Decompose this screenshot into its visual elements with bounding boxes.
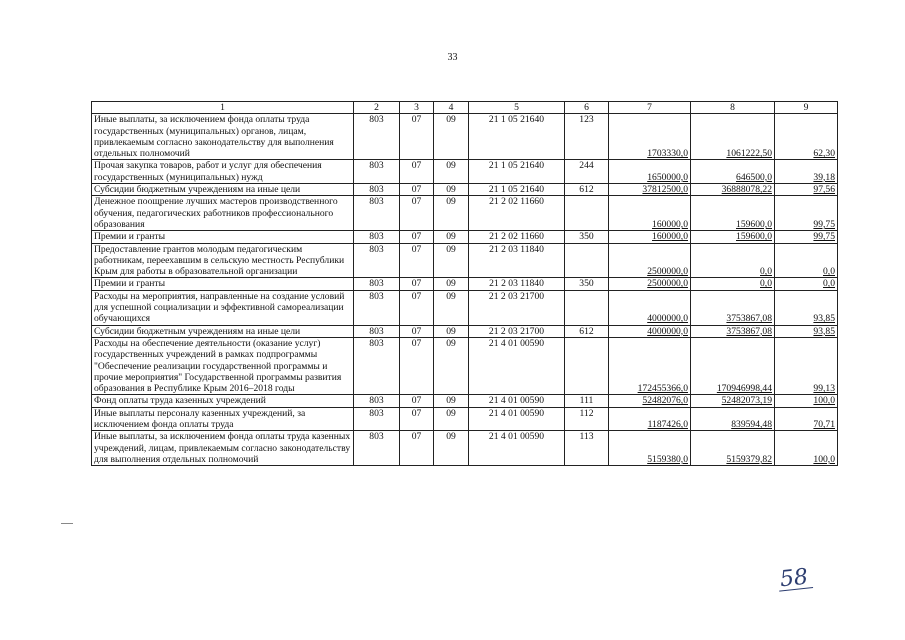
row-c2-cell: 803: [354, 184, 400, 196]
budget-table: [91, 101, 838, 466]
row-c8-cell: 159600,0: [691, 196, 775, 231]
row-c6-cell: [565, 243, 609, 278]
row-name-cell: Субсидии бюджетным учреждениям на иные цели: [92, 325, 354, 337]
row-c6-cell: 350: [565, 231, 609, 243]
row-c7-cell: 160000,0: [609, 231, 691, 243]
row-c7-cell: 5159380,0: [609, 431, 691, 466]
row-c5-cell: 21 2 03 21700: [469, 290, 565, 325]
row-name-cell: Предоставление грантов молодым педагогическим работникам, переехавшим в сельскую местность Республики Крым для работы в образовательной организации: [92, 243, 354, 278]
row-c6-cell: 113: [565, 431, 609, 466]
header-cell: 4: [434, 102, 469, 114]
row-c8-cell: 3753867,08: [691, 290, 775, 325]
margin-mark: [61, 523, 73, 524]
row-c8-cell: 170946998,44: [691, 337, 775, 394]
row-c7-cell: 1650000,0: [609, 160, 691, 184]
row-c2-cell: 803: [354, 114, 400, 160]
row-c6-cell: 244: [565, 160, 609, 184]
row-c8-cell: 159600,0: [691, 231, 775, 243]
row-c9-cell: 99,13: [775, 337, 838, 394]
row-c9-cell: 93,85: [775, 290, 838, 325]
row-c4-cell: 09: [434, 160, 469, 184]
row-c8-cell: 52482073,19: [691, 395, 775, 407]
header-cell: 3: [400, 102, 434, 114]
row-c4-cell: 09: [434, 407, 469, 431]
row-c4-cell: 09: [434, 325, 469, 337]
row-c9-cell: 100,0: [775, 395, 838, 407]
table-row: [92, 278, 838, 290]
row-c3-cell: 07: [400, 114, 434, 160]
row-name-cell: Прочая закупка товаров, работ и услуг для обеспечения государственных (муниципальных) нужд: [92, 160, 354, 184]
row-name-cell: Расходы на обеспечение деятельности (оказание услуг) государственных учреждений в рамках подпрограммы "Обеспечение реализации государственной программы и прочие мероприятия" Государственной программы развития образования в Республике Крым 2016–2018 годы: [92, 337, 354, 394]
row-c8-cell: 646500,0: [691, 160, 775, 184]
row-c5-cell: 21 1 05 21640: [469, 160, 565, 184]
row-c6-cell: 111: [565, 395, 609, 407]
table-row: [92, 395, 838, 407]
row-c7-cell: 52482076,0: [609, 395, 691, 407]
row-c7-cell: 4000000,0: [609, 325, 691, 337]
row-c6-cell: 112: [565, 407, 609, 431]
row-c7-cell: 1187426,0: [609, 407, 691, 431]
row-c8-cell: 0,0: [691, 243, 775, 278]
table-row: [92, 337, 838, 394]
row-c8-cell: 36888078,22: [691, 184, 775, 196]
row-c5-cell: 21 2 02 11660: [469, 231, 565, 243]
row-c2-cell: 803: [354, 231, 400, 243]
row-c3-cell: 07: [400, 431, 434, 466]
row-c7-cell: 2500000,0: [609, 243, 691, 278]
row-c7-cell: 4000000,0: [609, 290, 691, 325]
row-c6-cell: [565, 337, 609, 394]
row-c6-cell: 350: [565, 278, 609, 290]
row-c4-cell: 09: [434, 337, 469, 394]
row-c7-cell: 37812500,0: [609, 184, 691, 196]
row-c6-cell: [565, 196, 609, 231]
header-cell: 5: [469, 102, 565, 114]
row-name-cell: Расходы на мероприятия, направленные на создание условий для успешной социализации и эффективной самореализации обучающихся: [92, 290, 354, 325]
row-c2-cell: 803: [354, 431, 400, 466]
row-c4-cell: 09: [434, 243, 469, 278]
header-cell: 7: [609, 102, 691, 114]
row-c3-cell: 07: [400, 160, 434, 184]
row-c2-cell: 803: [354, 325, 400, 337]
table-row: [92, 114, 838, 160]
row-c4-cell: 09: [434, 184, 469, 196]
row-c5-cell: 21 1 05 21640: [469, 184, 565, 196]
row-name-cell: Премии и гранты: [92, 231, 354, 243]
row-name-cell: Иные выплаты, за исключением фонда оплаты труда казенных учреждений, лицам, привлекаемым согласно законодательству для выполнения отдельных полномочий: [92, 431, 354, 466]
row-c9-cell: 39,18: [775, 160, 838, 184]
row-name-cell: Иные выплаты, за исключением фонда оплаты труда государственных (муниципальных) органов, лицам, привлекаемым согласно законодательству для выполнения отдельных полномочий: [92, 114, 354, 160]
row-c3-cell: 07: [400, 243, 434, 278]
row-c2-cell: 803: [354, 243, 400, 278]
row-name-cell: Иные выплаты персоналу казенных учреждений, за исключением фонда оплаты труда: [92, 407, 354, 431]
row-c5-cell: 21 1 05 21640: [469, 114, 565, 160]
row-c8-cell: 5159379,82: [691, 431, 775, 466]
header-cell: 2: [354, 102, 400, 114]
row-c9-cell: 0,0: [775, 278, 838, 290]
row-c3-cell: 07: [400, 337, 434, 394]
row-c5-cell: 21 4 01 00590: [469, 407, 565, 431]
row-c5-cell: 21 2 03 21700: [469, 325, 565, 337]
table-row: [92, 160, 838, 184]
row-c8-cell: 1061222,50: [691, 114, 775, 160]
page-number: 33: [447, 52, 458, 63]
row-c3-cell: 07: [400, 395, 434, 407]
row-c3-cell: 07: [400, 325, 434, 337]
row-c7-cell: 2500000,0: [609, 278, 691, 290]
row-c7-cell: 1703330,0: [609, 114, 691, 160]
row-c4-cell: 09: [434, 290, 469, 325]
row-c2-cell: 803: [354, 196, 400, 231]
row-c2-cell: 803: [354, 407, 400, 431]
table-row: [92, 431, 838, 466]
row-c3-cell: 07: [400, 290, 434, 325]
row-name-cell: Денежное поощрение лучших мастеров производственного обучения, педагогических работников профессионального образования: [92, 196, 354, 231]
header-cell: 6: [565, 102, 609, 114]
row-c3-cell: 07: [400, 231, 434, 243]
row-c2-cell: 803: [354, 290, 400, 325]
table-row: [92, 184, 838, 196]
table-row: [92, 325, 838, 337]
row-c5-cell: 21 2 03 11840: [469, 243, 565, 278]
row-c3-cell: 07: [400, 184, 434, 196]
row-c6-cell: 612: [565, 184, 609, 196]
row-c4-cell: 09: [434, 395, 469, 407]
row-c5-cell: 21 2 03 11840: [469, 278, 565, 290]
row-c7-cell: 160000,0: [609, 196, 691, 231]
row-c8-cell: 3753867,08: [691, 325, 775, 337]
row-c2-cell: 803: [354, 337, 400, 394]
table-row: [92, 290, 838, 325]
row-c6-cell: 612: [565, 325, 609, 337]
row-c6-cell: 123: [565, 114, 609, 160]
row-c8-cell: 839594,48: [691, 407, 775, 431]
table-header-row: [92, 102, 838, 114]
row-c9-cell: 93,85: [775, 325, 838, 337]
row-c9-cell: 97,56: [775, 184, 838, 196]
row-c5-cell: 21 2 02 11660: [469, 196, 565, 231]
row-c4-cell: 09: [434, 196, 469, 231]
handwritten-page-number: 58: [778, 564, 810, 593]
table-row: [92, 243, 838, 278]
row-c2-cell: 803: [354, 278, 400, 290]
row-c4-cell: 09: [434, 278, 469, 290]
row-c7-cell: 172455366,0: [609, 337, 691, 394]
header-cell: 9: [775, 102, 838, 114]
row-c5-cell: 21 4 01 00590: [469, 395, 565, 407]
row-c3-cell: 07: [400, 407, 434, 431]
row-c9-cell: 99,75: [775, 231, 838, 243]
row-c9-cell: 100,0: [775, 431, 838, 466]
row-name-cell: Премии и гранты: [92, 278, 354, 290]
table-row: [92, 231, 838, 243]
row-name-cell: Субсидии бюджетным учреждениям на иные цели: [92, 184, 354, 196]
row-c3-cell: 07: [400, 278, 434, 290]
row-c4-cell: 09: [434, 114, 469, 160]
row-c2-cell: 803: [354, 395, 400, 407]
header-cell: 8: [691, 102, 775, 114]
row-c4-cell: 09: [434, 431, 469, 466]
row-c9-cell: 99,75: [775, 196, 838, 231]
row-c5-cell: 21 4 01 00590: [469, 337, 565, 394]
table-row: [92, 407, 838, 431]
row-c9-cell: 0,0: [775, 243, 838, 278]
row-c6-cell: [565, 290, 609, 325]
row-name-cell: Фонд оплаты труда казенных учреждений: [92, 395, 354, 407]
row-c9-cell: 70,71: [775, 407, 838, 431]
row-c4-cell: 09: [434, 231, 469, 243]
row-c5-cell: 21 4 01 00590: [469, 431, 565, 466]
row-c3-cell: 07: [400, 196, 434, 231]
header-cell: 1: [92, 102, 354, 114]
row-c9-cell: 62,30: [775, 114, 838, 160]
row-c2-cell: 803: [354, 160, 400, 184]
table-row: [92, 196, 838, 231]
row-c8-cell: 0,0: [691, 278, 775, 290]
